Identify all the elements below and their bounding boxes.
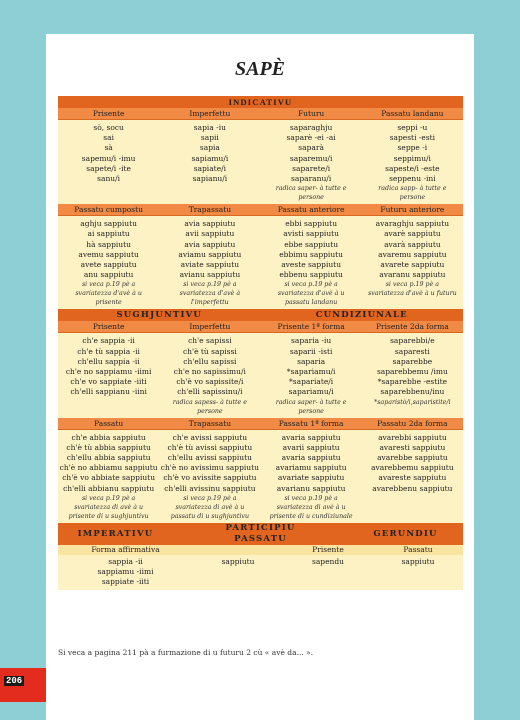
tense-block xyxy=(58,120,463,204)
verb-form: ch'e vo sappiate -iiti xyxy=(70,377,147,387)
verb-form: avaria sappiutu xyxy=(281,432,341,442)
tense-label: Trapassatu xyxy=(188,205,232,215)
tense-column xyxy=(261,219,362,307)
verb-form: sanu/i xyxy=(97,174,121,184)
verb-form: ch'e no sappiamu -iimi xyxy=(65,367,152,377)
tense-label: Passatu 2da forma xyxy=(377,418,448,428)
verb-form: sapariamu/i xyxy=(288,387,334,397)
verb-form: sai xyxy=(103,133,114,143)
verb-form: avaresti sappiutu xyxy=(379,442,446,452)
verb-form: avisti sappiutu xyxy=(283,229,339,239)
section-header-gerundiu: GERUNDIU xyxy=(373,528,438,539)
verb-form: saparemu/i xyxy=(289,153,333,163)
verb-form: avarii sappiutu xyxy=(282,442,340,452)
verb-form: avarete sappiutu xyxy=(380,260,445,270)
usage-note: si veca p.19 pè a svariatezza d'avè à u passatu landanu xyxy=(277,281,345,307)
verb-form: *sapariamu/i xyxy=(286,367,336,377)
tense-block xyxy=(58,430,463,523)
tense-label: Prisente xyxy=(92,322,125,332)
tense-label: Passatu xyxy=(94,418,124,428)
verb-form: seppi -u xyxy=(397,123,428,132)
verb-form: *saparebbe -estite xyxy=(377,377,448,387)
section-header-bottom xyxy=(58,523,463,545)
tense-column xyxy=(362,123,463,202)
verb-form: avarè sappiutu xyxy=(384,229,441,239)
tense-label: Prisente 2da forma xyxy=(375,322,449,332)
verb-form: aviamu sappiutu xyxy=(178,249,242,259)
tense-column xyxy=(159,336,260,415)
tense-column xyxy=(261,433,362,521)
verb-form: aviate sappiutu xyxy=(180,260,240,270)
tense-column xyxy=(362,433,463,521)
verb-form: saparebbemu /imu xyxy=(376,367,448,377)
tense-label: Passatu cumpostu xyxy=(74,205,143,215)
verb-form: ch'e no sapissimu/i xyxy=(173,367,246,377)
tense-row xyxy=(58,418,463,430)
section-header-participiu: PARTICIPIU PASSATU xyxy=(225,522,296,544)
verb-form: avariate sappiutu xyxy=(277,473,345,483)
verb-form: sapiate/i xyxy=(193,163,227,173)
verb-form: avete sappiutu xyxy=(80,260,137,270)
verb-form: ebbe sappiutu xyxy=(284,239,339,249)
verb-form: avaria sappiutu xyxy=(281,453,341,463)
verb-form: avarebbemu sappiutu xyxy=(371,463,454,473)
verb-form: aghju sappiutu xyxy=(80,219,137,229)
page-number: 206 xyxy=(6,676,23,686)
verb-form: saparebbi/e xyxy=(390,336,435,346)
imperativu-form: sappiamu -iimi xyxy=(97,566,154,576)
verb-form: seppe -i xyxy=(397,143,428,153)
verb-form: avianu sappiutu xyxy=(179,270,241,280)
usage-note: si veca p.19 pè a svariatezza di avè à u prisente di u sughjuntivu xyxy=(68,494,149,520)
verb-form: saparanu/i xyxy=(291,174,332,184)
verb-form: aveste sappiutu xyxy=(281,260,342,270)
verb-form: sapia -iu xyxy=(193,123,226,132)
usage-note: si veca p.19 pè a svariatezza d'avè à u prisente xyxy=(75,281,142,307)
forma-affirmativa-label: Forma affirmativa xyxy=(91,544,160,554)
usage-note: *saparistò/i,saparistite/i xyxy=(374,398,451,406)
verb-form: hà sappiutu xyxy=(86,239,131,249)
verb-form: ch'è no abbiamu sappiutu xyxy=(59,463,158,473)
verb-form: sapemu/i -imu xyxy=(81,153,136,163)
verb-form: saparete/i xyxy=(292,163,331,173)
tense-label: Futuru xyxy=(297,109,325,118)
usage-note: si veca p.19 pè a svariatezza di avè à u prisente di u cundiziunale xyxy=(269,494,353,520)
section-header-cundiziunale: CUNDIZIUNALE xyxy=(315,310,408,321)
tense-column xyxy=(362,336,463,415)
verb-form: ch'è tù sapissi xyxy=(182,346,237,356)
verb-form: ch'e abbia sappiutu xyxy=(71,432,146,442)
usage-note: si veca p.19 pè a svariatezza d'avè à l'imperfettu xyxy=(179,281,241,307)
verb-form: sapete/i -ite xyxy=(86,163,131,173)
section-header-indicativu: INDICATIVU xyxy=(58,96,463,108)
verb-form: sapii xyxy=(200,133,219,143)
imperativu-forms xyxy=(58,557,193,587)
usage-note: si veca p.19 pè a svariatezza di avè à u passatu di u sughjuntivu xyxy=(170,494,250,520)
gerundiu-prisente-form: sapendu xyxy=(311,556,345,566)
verb-form: saparesti xyxy=(394,346,430,356)
tense-column xyxy=(261,336,362,415)
tense-label: Passatu anteriore xyxy=(277,205,345,215)
verb-form: avaranu sappiutu xyxy=(379,270,446,280)
usage-note: radica saper- à tutte e persone xyxy=(275,398,347,415)
verb-form: ch'elli abbianu sappiutu xyxy=(63,483,155,493)
tense-column xyxy=(58,336,159,415)
tense-label: Prisente xyxy=(92,109,125,118)
tense-label: Futuru anteriore xyxy=(380,205,445,215)
verb-form: saparii -isti xyxy=(289,346,333,356)
tense-column xyxy=(58,219,159,307)
verb-form: ch'ellu avissi sappiutu xyxy=(167,453,252,463)
verb-form: ch'ellu sappia -ii xyxy=(77,356,140,366)
verb-form: sapia xyxy=(199,143,220,153)
verb-form: avii sappiutu xyxy=(185,229,235,239)
page xyxy=(46,34,474,720)
usage-note: radica sapess- à tutte e persone xyxy=(172,398,248,415)
participiu-form: sappiutu xyxy=(221,556,255,566)
verb-form: avarebbenu sappiutu xyxy=(372,483,453,493)
verb-form: ai sappiutu xyxy=(87,229,130,239)
verb-form: ch'ellu sapissi xyxy=(183,356,237,366)
verb-form: saparebbe xyxy=(392,356,433,366)
footer-note: Si veca a pagina 211 pà a furmazione di u futuru 2 cù « avè da... ». xyxy=(58,648,314,657)
verb-form: sò, socu xyxy=(93,123,124,132)
verb-form: avarebbi sappiutu xyxy=(378,432,447,442)
verb-form: ch'elli avissinu sappiutu xyxy=(164,483,256,493)
verb-form: ch'e sappia -ii xyxy=(82,336,135,346)
verb-form: sapesti -esti xyxy=(389,133,436,143)
verb-form: ebbenu sappiutu xyxy=(279,270,343,280)
verb-form: avia sappiutu xyxy=(184,239,236,249)
verb-form: avarianu sappiutu xyxy=(276,483,346,493)
usage-note: radica saper- à tutte e persone xyxy=(275,185,347,202)
verb-form: saparè -ei -ai xyxy=(286,133,336,143)
verb-form: anu sappiutu xyxy=(83,270,134,280)
tense-column xyxy=(159,123,260,202)
tense-label: Prisente 1ª forma xyxy=(277,322,345,332)
verb-form: ch'è tù abbia sappiutu xyxy=(66,442,151,452)
verb-form: avia sappiutu xyxy=(184,219,236,229)
gerund-passatu-label: Passatu xyxy=(403,544,433,554)
verb-form: ch'è no avissimu sappiutu xyxy=(160,463,259,473)
section-header-subj-cond xyxy=(58,309,463,321)
bottom-subheader xyxy=(58,545,463,555)
verb-form: saparia -iu xyxy=(291,336,332,346)
gerundiu-passatu-form: sappiutu xyxy=(401,556,435,566)
tense-column xyxy=(58,123,159,202)
tense-column xyxy=(58,433,159,521)
tense-label: Imperfettu xyxy=(189,109,231,118)
verb-form: saparia xyxy=(297,356,326,366)
imperativu-form: sappia -ii xyxy=(108,556,143,566)
verb-form: ch'è tù avissi sappiutu xyxy=(167,442,253,452)
usage-note: radica sapp- à tutte e persone xyxy=(378,185,447,202)
verb-form: ch'è vo abbiate sappiutu xyxy=(62,473,156,483)
tense-row xyxy=(58,108,463,120)
verb-form: *sapariate/i xyxy=(289,377,334,387)
verb-form: ch'ellu abbia sappiutu xyxy=(66,453,151,463)
blank-cell xyxy=(193,545,283,555)
verb-form: saparebbenu/inu xyxy=(380,387,445,397)
verb-form: avarà sappiutu xyxy=(384,239,441,249)
verb-form: sapianu/i xyxy=(192,174,228,184)
tense-column xyxy=(261,123,362,202)
section-header-imperativu: IMPERATIVU xyxy=(77,528,154,539)
verb-form: seppimu/i xyxy=(393,153,431,163)
verb-form: ch'e sapissi xyxy=(188,336,232,346)
verb-form: avareste sappiutu xyxy=(378,473,447,483)
tense-block xyxy=(58,333,463,417)
page-title: SAPÈ xyxy=(234,58,286,80)
verb-form: seppenu -ini xyxy=(389,174,436,184)
verb-form: avarebbe sappiutu xyxy=(377,453,448,463)
tense-column xyxy=(159,433,260,521)
tense-label: Trapassatu xyxy=(188,418,232,428)
bottom-block xyxy=(58,555,463,590)
section-header-sughjuntivu: SUGHJUNTIVU xyxy=(116,310,203,321)
verb-form: avemu sappiutu xyxy=(78,249,139,259)
verb-form: ch'è vo avissite sappiutu xyxy=(163,473,257,483)
verb-form: ch'e tù sappia -ii xyxy=(77,346,140,356)
conjugation-table xyxy=(58,96,463,590)
verb-form: saparaghju xyxy=(289,123,333,132)
verb-form: avaremu sappiutu xyxy=(378,249,447,259)
gerund-prisente-label: Prisente xyxy=(312,544,344,554)
tense-label: Passatu 1ª forma xyxy=(278,418,344,428)
verb-form: ch'è vo sapissite/i xyxy=(176,377,244,387)
tense-label: Imperfettu xyxy=(189,322,231,332)
tense-label: Passatu landanu xyxy=(381,109,444,118)
verb-form: ebbimu sappiutu xyxy=(279,249,343,259)
tense-column xyxy=(362,219,463,307)
verb-form: ch'elli sapissinu/i xyxy=(177,387,243,397)
verb-form: ch'elli sappianu -iini xyxy=(70,387,147,397)
verb-form: saparà xyxy=(298,143,324,153)
verb-form: sapeste/i -este xyxy=(385,163,440,173)
tense-row xyxy=(58,321,463,333)
imperativu-form: sappiate -iiti xyxy=(101,576,150,586)
verb-form: sapiamu/i xyxy=(191,153,229,163)
verb-form: ebbi sappiutu xyxy=(285,219,338,229)
tense-row xyxy=(58,204,463,216)
tense-column xyxy=(159,219,260,307)
verb-form: ch'e avissi sappiutu xyxy=(172,432,248,442)
verb-form: avaraghju sappiutu xyxy=(375,219,450,229)
verb-form: sà xyxy=(104,143,113,153)
usage-note: si veca p.19 pè a svariatezza d'avè à u futuru xyxy=(368,281,457,298)
tense-block xyxy=(58,216,463,309)
verb-form: avariamu sappiutu xyxy=(275,463,347,473)
